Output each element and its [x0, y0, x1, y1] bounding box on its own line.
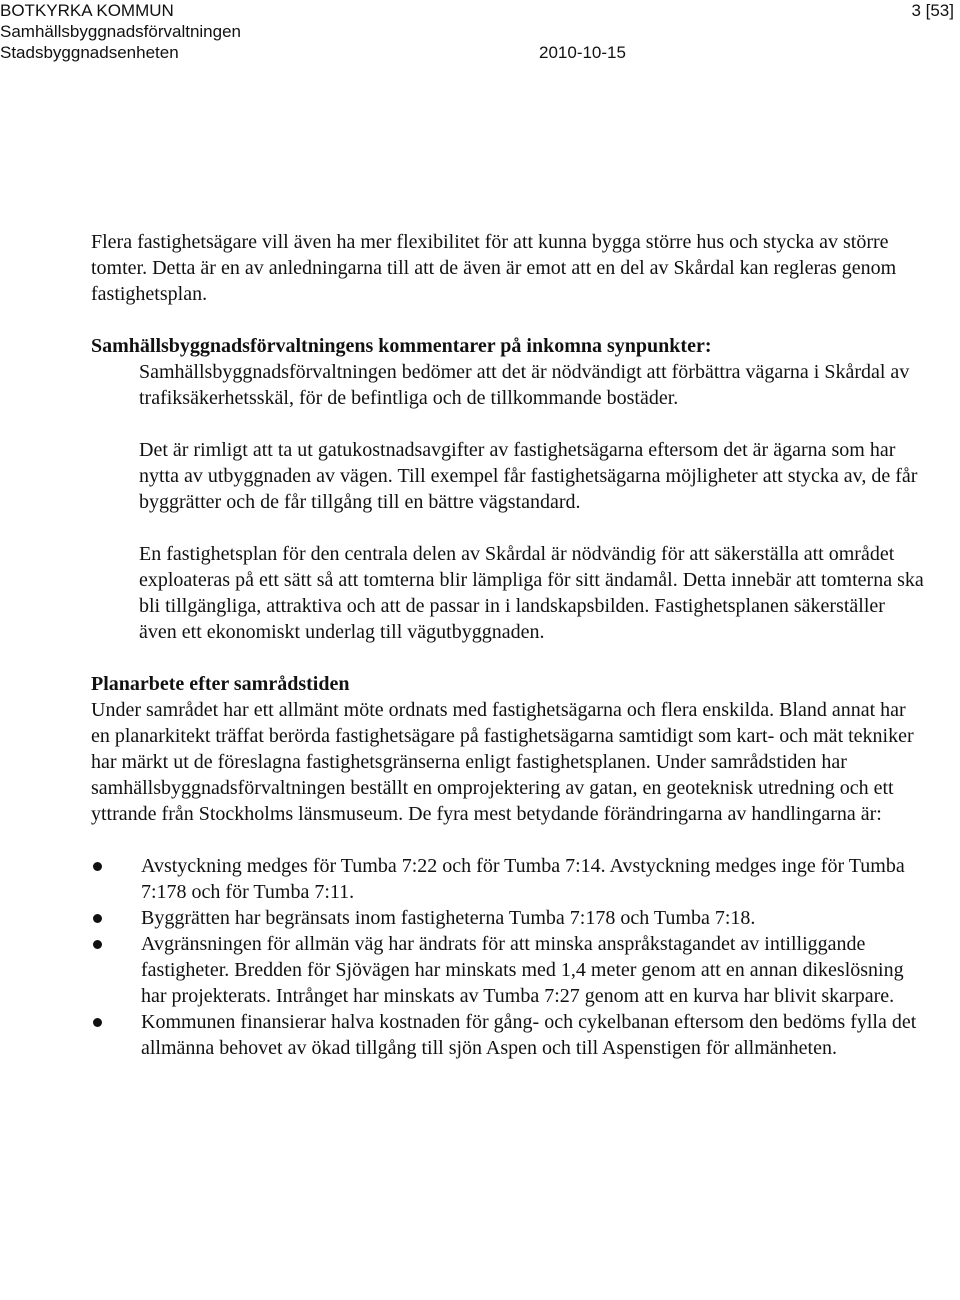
header-unit: Stadsbyggnadsenheten — [0, 43, 179, 62]
list-item — [141, 905, 926, 931]
list-item — [141, 1009, 926, 1061]
planning-heading: Planarbete efter samrådstiden — [91, 673, 350, 695]
bullet-icon — [93, 1018, 102, 1027]
comment-paragraph-3: En fastighetsplan för den centrala delen av Skårdal är nödvändig för att säkerställa att området exploateras på ett sätt så att tomterna blir lämpliga för sitt ändamål. Detta innebär att tomterna ska bli tillgängliga, attraktiva och att de passar in i landskapsbilden. Fastighetsplanen säkerställer även ett ekonomiskt underlag till vägutbyggnaden. — [139, 543, 924, 643]
planning-paragraph: Under samrådet har ett allmänt möte ordnats med fastighetsägarna och flera enskilda. Bland annat har en planarkitekt träffat berörda fastighetsägare på fastighetsägarna samtidigt som kart- och mät tekniker har märkt ut de föreslagna fastighetsgränserna enligt fastighetsplanen. Under samrådstiden har samhällsbyggnadsförvaltningen beställt en omprojektering av gatan, en geoteknisk utredning och ett yttrande från Stockholms länsmuseum. De fyra mest betydande förändringarna av handlingarna är: — [91, 699, 914, 825]
header-org: BOTKYRKA KOMMUN — [0, 1, 174, 20]
header-department: Samhällsbyggnadsförvaltningen — [0, 22, 241, 41]
list-item-text: Kommunen finansierar halva kostnaden för gång- och cykelbanan eftersom den bedöms fylla det allmänna behovet av ökad tillgång till sjön Aspen och till Aspenstigen för allmänheten. — [141, 1011, 917, 1059]
page-header — [0, 0, 960, 70]
intro-paragraph: Flera fastighetsägare vill även ha mer flexibilitet för att kunna bygga större hus och stycka av större tomter. Detta är en av anledningarna till att de även är emot att en del av Skårdal kan regleras genom fastighetsplan. — [91, 231, 897, 305]
list-item — [141, 931, 926, 1009]
comment-paragraph-1: Samhällsbyggnadsförvaltningen bedömer att det är nödvändigt att förbättra vägarna i Skårdal av trafiksäkerhetsskäl, för de befintliga och de tillkommande bostäder. — [139, 361, 910, 409]
list-item-text: Avstyckning medges för Tumba 7:22 och för Tumba 7:14. Avstyckning medges inge för Tumba 7:178 och för Tumba 7:11. — [141, 855, 905, 903]
changes-list — [91, 853, 926, 1061]
header-date: 2010-10-15 — [539, 43, 626, 62]
bullet-icon — [93, 940, 102, 949]
document-body — [91, 229, 926, 1061]
list-item — [141, 853, 926, 905]
list-item-text: Avgränsningen för allmän väg har ändrats för att minska anspråkstagandet av intilliggande fastigheter. Bredden för Sjövägen har minskats med 1,4 meter genom att en annan dikeslösning har projekterats. Intrånget har minskats av Tumba 7:27 genom att en kurva har blivit skarpare. — [141, 933, 904, 1007]
bullet-icon — [93, 914, 102, 923]
comments-block — [91, 359, 926, 645]
list-item-text: Byggrätten har begränsats inom fastigheterna Tumba 7:178 och Tumba 7:18. — [141, 907, 756, 929]
comment-paragraph-2: Det är rimligt att ta ut gatukostnadsavgifter av fastighetsägarna eftersom det är ägarna som har nytta av utbyggnaden av vägen. Till exempel får fastighetsägarna möjligheter att stycka av, de får byggrätter och de får tillgång till en bättre vägstandard. — [139, 439, 918, 513]
comments-heading: Samhällsbyggnadsförvaltningens kommentarer på inkomna synpunkter: — [91, 335, 712, 357]
page-number: 3 [53] — [911, 1, 954, 20]
bullet-icon — [93, 862, 102, 871]
